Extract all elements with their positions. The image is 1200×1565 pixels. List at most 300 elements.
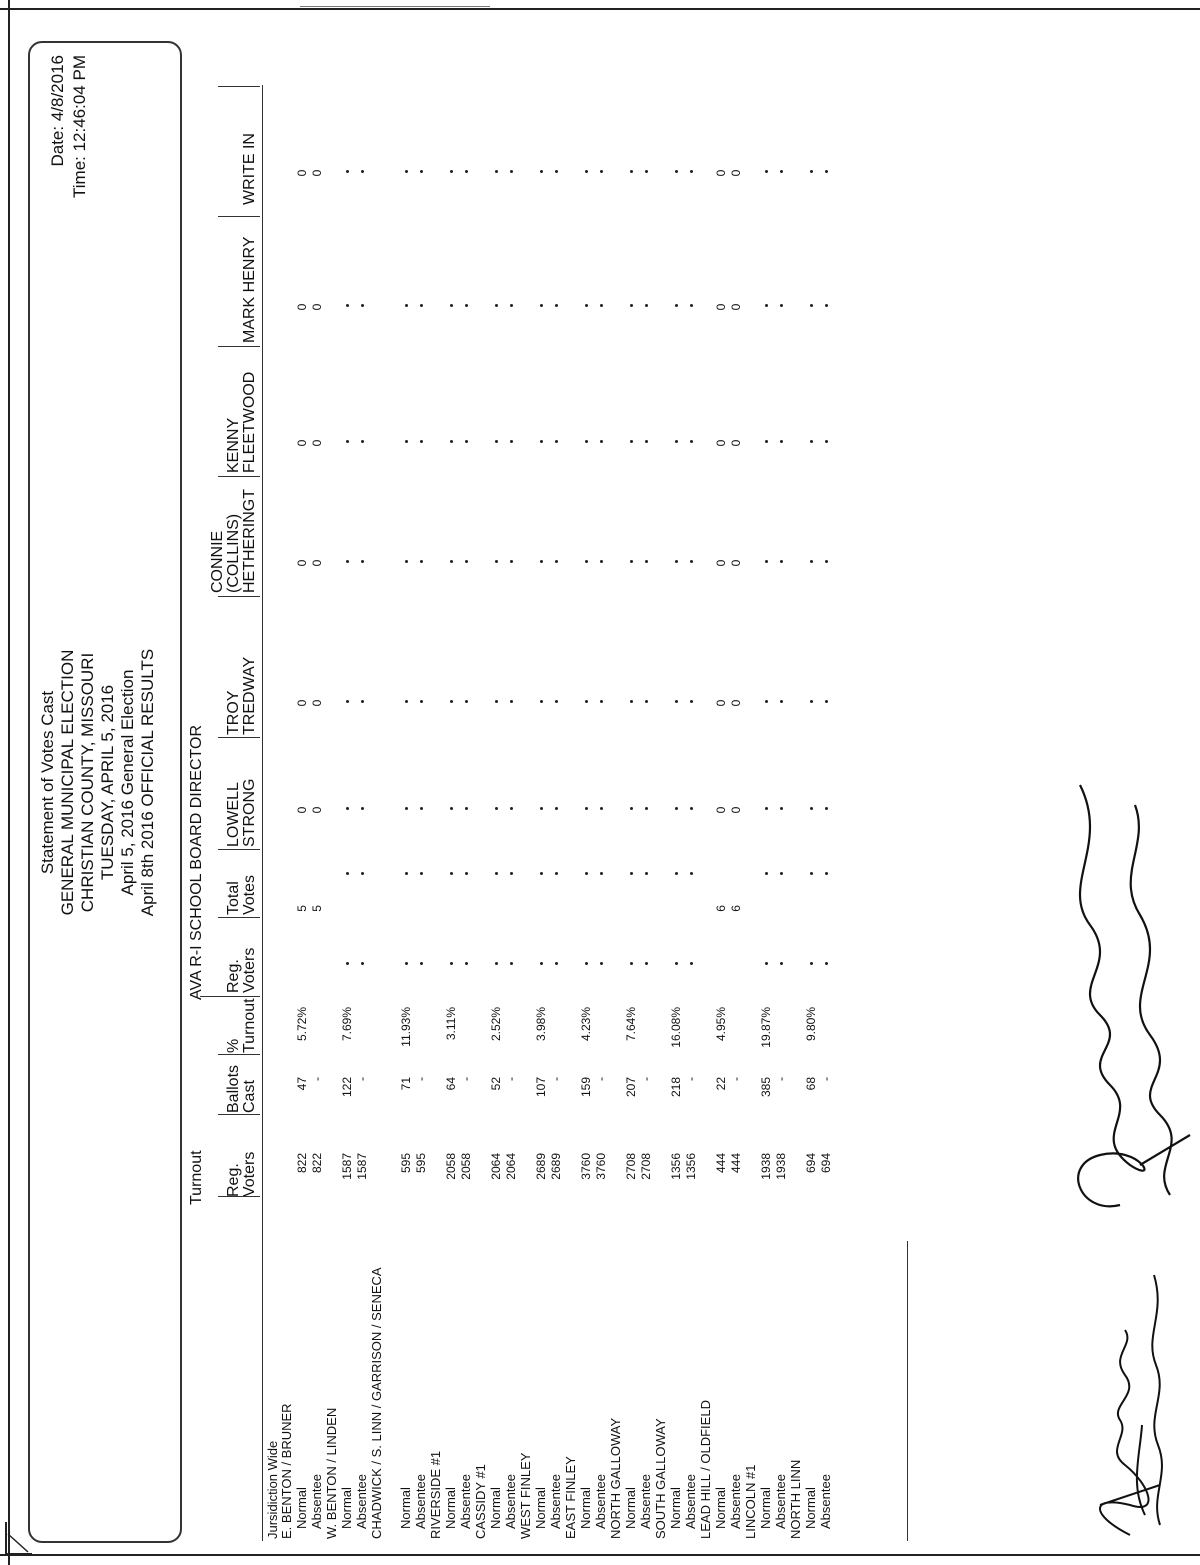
empty-cell-dot <box>585 170 588 173</box>
empty-cell-dot <box>450 560 453 563</box>
empty-cell-dot <box>825 170 828 173</box>
col-reg-voters-line1: Reg. <box>225 1163 242 1197</box>
empty-cell-dot <box>510 304 513 307</box>
empty-cell-dot <box>405 872 408 875</box>
empty-cell-dot <box>495 304 498 307</box>
empty-cell-dot <box>825 440 828 443</box>
absentee-row-label: Absentee <box>458 1474 473 1529</box>
empty-cell-dot <box>346 170 349 173</box>
col-sep <box>218 476 260 477</box>
empty-cell-dot <box>780 560 783 563</box>
precinct-name: RIVERSIDE #1 <box>428 1450 443 1539</box>
ballots-cast-value: - <box>355 1077 369 1081</box>
empty-cell-dot <box>420 962 423 965</box>
col-sep <box>218 346 260 347</box>
normal-row-label: Normal <box>294 1487 309 1529</box>
empty-cell-dot <box>405 962 408 965</box>
reg-voters-value: 694 <box>819 1153 833 1174</box>
empty-cell-dot <box>690 872 693 875</box>
candidate-kenny-fleetwood <box>226 372 258 473</box>
empty-cell-dot <box>540 560 543 563</box>
empty-cell-dot <box>585 700 588 703</box>
ballots-cast-value: - <box>414 1077 428 1081</box>
empty-cell-dot <box>405 560 408 563</box>
precinct-name: CASSIDY #1 <box>473 1464 488 1539</box>
col-sep <box>218 1114 260 1115</box>
candidate-votes-value: 0 <box>729 439 743 447</box>
absentee-row-label: Absentee <box>818 1474 833 1529</box>
reg-voters-value: 2064 <box>489 1153 503 1180</box>
normal-row-label: Normal <box>398 1487 413 1529</box>
precinct-name: WEST FINLEY <box>518 1452 533 1539</box>
empty-cell-dot <box>825 560 828 563</box>
empty-cell-dot <box>361 560 364 563</box>
empty-cell-dot <box>765 440 768 443</box>
col-sep <box>218 596 260 597</box>
empty-cell-dot <box>361 170 364 173</box>
empty-cell-dot <box>765 962 768 965</box>
candidate-4-line2: FLEETWOOD <box>241 371 258 473</box>
candidate-votes-value: 0 <box>295 303 309 311</box>
absentee-row-label: Absentee <box>354 1474 369 1529</box>
turnout-pct-value: 9.80% <box>804 1007 818 1042</box>
empty-cell-dot <box>585 304 588 307</box>
empty-cell-dot <box>495 700 498 703</box>
absentee-row-label: Absentee <box>683 1474 698 1529</box>
precinct-name: NORTH LINN <box>788 1459 803 1539</box>
empty-cell-dot <box>510 807 513 810</box>
candidate-votes-value: 0 <box>295 559 309 567</box>
election-name: GENERAL MUNICIPAL ELECTION <box>58 649 77 916</box>
absentee-row-label: Absentee <box>593 1474 608 1529</box>
empty-cell-dot <box>510 962 513 965</box>
candidate-votes-value: 0 <box>310 699 324 707</box>
empty-cell-dot <box>361 440 364 443</box>
empty-cell-dot <box>510 872 513 875</box>
ballots-cast-value: 207 <box>624 1077 638 1098</box>
precinct-name: NORTH GALLOWAY <box>608 1417 623 1539</box>
ballots-cast-value: 385 <box>759 1077 773 1098</box>
ballots-cast-value: - <box>459 1077 473 1081</box>
candidate-votes-value: 0 <box>729 559 743 567</box>
empty-cell-dot <box>765 560 768 563</box>
candidate-mark-henry <box>242 237 258 343</box>
candidate-3-line3: HETHERINGT <box>241 489 258 593</box>
reg-voters-value: 1356 <box>669 1153 683 1180</box>
empty-cell-dot <box>690 440 693 443</box>
empty-cell-dot <box>346 440 349 443</box>
absentee-row-label: Absentee <box>548 1474 563 1529</box>
absentee-row-label: Absentee <box>728 1474 743 1529</box>
absentee-row-label: Absentee <box>413 1474 428 1529</box>
absentee-row-label: Absentee <box>503 1474 518 1529</box>
empty-cell-dot <box>361 700 364 703</box>
empty-cell-dot <box>675 440 678 443</box>
col-pct-line2: Turnout <box>241 998 258 1053</box>
empty-cell-dot <box>645 440 648 443</box>
col-total-votes <box>226 875 258 915</box>
empty-cell-dot <box>540 304 543 307</box>
turnout-pct-value: 3.98% <box>534 1007 548 1042</box>
absentee-row-label: Absentee <box>773 1474 788 1529</box>
county-name: CHRISTIAN COUNTY, MISSOURI <box>78 652 97 913</box>
empty-cell-dot <box>690 807 693 810</box>
candidate-write-in <box>242 133 258 205</box>
turnout-pct-value: 2.52% <box>489 1007 503 1042</box>
empty-cell-dot <box>780 807 783 810</box>
empty-cell-dot <box>765 872 768 875</box>
ballots-cast-value: - <box>819 1077 833 1081</box>
normal-row-label: Normal <box>758 1487 773 1529</box>
turnout-pct-value: 4.95% <box>714 1007 728 1042</box>
ballots-cast-value: - <box>504 1077 518 1081</box>
empty-cell-dot <box>600 170 603 173</box>
empty-cell-dot <box>585 560 588 563</box>
empty-cell-dot <box>346 304 349 307</box>
candidate-3-line1: CONNIE <box>209 530 226 593</box>
candidate-votes-value: 0 <box>714 303 728 311</box>
empty-cell-dot <box>346 700 349 703</box>
reg-voters-value: 694 <box>804 1153 818 1174</box>
col-ballots-line2: Cast <box>241 1080 258 1113</box>
empty-cell-dot <box>420 304 423 307</box>
empty-cell-dot <box>555 807 558 810</box>
reg-voters-value: 2708 <box>639 1153 653 1180</box>
empty-cell-dot <box>690 304 693 307</box>
empty-cell-dot <box>555 170 558 173</box>
empty-cell-dot <box>675 872 678 875</box>
reg-voters-value: 3760 <box>579 1153 593 1180</box>
candidate-votes-value: 0 <box>729 303 743 311</box>
reg-voters-value: 2689 <box>534 1153 548 1180</box>
empty-cell-dot <box>585 962 588 965</box>
candidate-troy-tredway <box>226 657 258 735</box>
col-contest-reg-voters <box>226 948 258 993</box>
candidate-2-line1: TROY <box>225 690 242 735</box>
empty-cell-dot <box>825 872 828 875</box>
normal-row-label: Normal <box>623 1487 638 1529</box>
precinct-name: CHADWICK / S. LINN / GARRISON / SENECA <box>369 1267 384 1539</box>
empty-cell-dot <box>600 700 603 703</box>
empty-cell-dot <box>495 560 498 563</box>
reg-voters-value: 2689 <box>549 1153 563 1180</box>
turnout-pct-value: 7.69% <box>340 1007 354 1042</box>
reg-voters-value: 444 <box>729 1153 743 1174</box>
candidate-lowell-strong <box>226 779 258 847</box>
normal-row-label: Normal <box>578 1487 593 1529</box>
empty-cell-dot <box>420 440 423 443</box>
total-votes-value: 6 <box>714 905 728 912</box>
turnout-pct-value: 5.72% <box>295 1007 309 1042</box>
lead-hill-underline <box>907 1241 908 1541</box>
empty-cell-dot <box>645 560 648 563</box>
empty-cell-dot <box>780 700 783 703</box>
turnout-section-title: Turnout <box>188 1150 205 1205</box>
ballots-cast-value: - <box>310 1077 324 1081</box>
ballots-cast-value: 218 <box>669 1077 683 1098</box>
empty-cell-dot <box>450 440 453 443</box>
empty-cell-dot <box>420 872 423 875</box>
empty-cell-dot <box>630 700 633 703</box>
empty-cell-dot <box>450 962 453 965</box>
empty-cell-dot <box>600 807 603 810</box>
turnout-pct-value: 7.64% <box>624 1007 638 1042</box>
empty-cell-dot <box>645 170 648 173</box>
reg-voters-value: 595 <box>414 1153 428 1174</box>
empty-cell-dot <box>810 440 813 443</box>
empty-cell-dot <box>346 872 349 875</box>
candidate-votes-value: 0 <box>714 169 728 177</box>
reg-voters-value: 444 <box>714 1153 728 1174</box>
candidate-votes-value: 0 <box>310 303 324 311</box>
col-sep <box>218 216 260 217</box>
ballots-cast-value: 52 <box>489 1077 503 1091</box>
col-pct-turnout <box>226 998 258 1053</box>
ballots-cast-value: 68 <box>804 1077 818 1091</box>
empty-cell-dot <box>810 304 813 307</box>
ballots-cast-value: - <box>594 1077 608 1081</box>
candidate-votes-value: 0 <box>295 169 309 177</box>
empty-cell-dot <box>825 700 828 703</box>
empty-cell-dot <box>690 962 693 965</box>
empty-cell-dot <box>540 807 543 810</box>
candidate-5-line1: MARK HENRY <box>241 236 258 343</box>
ballots-cast-value: 107 <box>534 1077 548 1098</box>
candidate-votes-value: 0 <box>714 439 728 447</box>
col-pct-line1: % <box>225 1038 242 1053</box>
empty-cell-dot <box>810 872 813 875</box>
reg-voters-value: 2708 <box>624 1153 638 1180</box>
candidate-votes-value: 0 <box>295 699 309 707</box>
empty-cell-dot <box>495 170 498 173</box>
empty-cell-dot <box>540 700 543 703</box>
report-title: Statement of Votes Cast <box>38 690 57 875</box>
ballots-cast-value: 71 <box>399 1077 413 1091</box>
reg-voters-value: 822 <box>295 1153 309 1174</box>
reg-voters-value: 1587 <box>355 1153 369 1180</box>
ballots-cast-value: 47 <box>295 1077 309 1091</box>
candidate-votes-value: 0 <box>729 699 743 707</box>
empty-cell-dot <box>630 962 633 965</box>
empty-cell-dot <box>630 304 633 307</box>
total-votes-value: 6 <box>729 905 743 912</box>
empty-cell-dot <box>405 170 408 173</box>
empty-cell-dot <box>600 560 603 563</box>
reg-voters-value: 822 <box>310 1153 324 1174</box>
contest-title: AVA R-I SCHOOL BOARD DIRECTOR <box>188 724 205 1000</box>
normal-row-label: Normal <box>488 1487 503 1529</box>
candidate-1-line2: STRONG <box>241 778 258 847</box>
empty-cell-dot <box>810 560 813 563</box>
empty-cell-dot <box>420 807 423 810</box>
col-reg-voters <box>226 1152 258 1197</box>
reg-voters-value: 595 <box>399 1153 413 1174</box>
candidate-votes-value: 0 <box>729 806 743 814</box>
empty-cell-dot <box>765 304 768 307</box>
empty-cell-dot <box>630 807 633 810</box>
empty-cell-dot <box>810 700 813 703</box>
empty-cell-dot <box>510 560 513 563</box>
report-date: Date: 4/8/2016 <box>48 55 67 167</box>
col-ballots-line1: Ballots <box>225 1064 242 1113</box>
empty-cell-dot <box>630 440 633 443</box>
turnout-pct-value: 11.93% <box>399 1007 413 1047</box>
empty-cell-dot <box>540 170 543 173</box>
empty-cell-dot <box>675 170 678 173</box>
empty-cell-dot <box>675 560 678 563</box>
candidate-votes-value: 0 <box>714 806 728 814</box>
candidate-connie-hetherington <box>210 489 258 593</box>
jurisdiction-wide-label: Jursidiction Wide <box>265 1440 280 1539</box>
signature-clerk-1 <box>1070 1245 1180 1545</box>
ballots-cast-value: 22 <box>714 1077 728 1091</box>
empty-cell-dot <box>690 700 693 703</box>
ballots-cast-value: 64 <box>444 1077 458 1091</box>
empty-cell-dot <box>465 560 468 563</box>
empty-cell-dot <box>510 700 513 703</box>
empty-cell-dot <box>495 807 498 810</box>
ballots-cast-value: - <box>684 1077 698 1081</box>
empty-cell-dot <box>540 872 543 875</box>
empty-cell-dot <box>555 440 558 443</box>
empty-cell-dot <box>465 170 468 173</box>
reg-voters-value: 3760 <box>594 1153 608 1180</box>
empty-cell-dot <box>600 962 603 965</box>
empty-cell-dot <box>465 304 468 307</box>
reg-voters-value: 2064 <box>504 1153 518 1180</box>
empty-cell-dot <box>346 807 349 810</box>
report-time: Time: 12:46:04 PM <box>70 55 89 198</box>
col-ballots-cast <box>226 1065 258 1113</box>
empty-cell-dot <box>450 170 453 173</box>
empty-cell-dot <box>495 962 498 965</box>
empty-cell-dot <box>780 440 783 443</box>
col-sep <box>218 917 260 918</box>
turnout-pct-value: 3.11% <box>444 1007 458 1041</box>
candidate-6-line1: WRITE IN <box>241 133 258 205</box>
empty-cell-dot <box>361 304 364 307</box>
empty-cell-dot <box>420 560 423 563</box>
empty-cell-dot <box>405 304 408 307</box>
precinct-name: LEAD HILL / OLDFIELD <box>698 1400 713 1539</box>
candidate-votes-value: 0 <box>714 699 728 707</box>
empty-cell-dot <box>825 807 828 810</box>
empty-cell-dot <box>585 440 588 443</box>
precinct-name: E. BENTON / BRUNER <box>279 1403 294 1539</box>
empty-cell-dot <box>361 962 364 965</box>
header-rule <box>262 85 263 1541</box>
reg-voters-value: 1356 <box>684 1153 698 1180</box>
empty-cell-dot <box>600 440 603 443</box>
empty-cell-dot <box>555 560 558 563</box>
reg-voters-value: 1938 <box>774 1153 788 1180</box>
empty-cell-dot <box>600 304 603 307</box>
reg-voters-value: 1938 <box>759 1153 773 1180</box>
empty-cell-dot <box>780 872 783 875</box>
empty-cell-dot <box>675 304 678 307</box>
normal-row-label: Normal <box>713 1487 728 1529</box>
empty-cell-dot <box>465 872 468 875</box>
reg-voters-value: 2058 <box>459 1153 473 1180</box>
empty-cell-dot <box>765 700 768 703</box>
empty-cell-dot <box>346 560 349 563</box>
empty-cell-dot <box>495 440 498 443</box>
candidate-votes-value: 0 <box>714 559 728 567</box>
reg-voters-value: 1587 <box>340 1153 354 1180</box>
candidate-1-line1: LOWELL <box>225 782 242 847</box>
col-contest-reg-line1: Reg. <box>225 959 242 993</box>
empty-cell-dot <box>810 807 813 810</box>
precinct-name: EAST FINLEY <box>563 1456 578 1539</box>
election-date: TUESDAY, APRIL 5, 2016 <box>98 684 117 881</box>
signature-official-1 <box>1040 765 1200 1225</box>
empty-cell-dot <box>450 807 453 810</box>
absentee-row-label: Absentee <box>638 1474 653 1529</box>
empty-cell-dot <box>361 872 364 875</box>
empty-cell-dot <box>361 807 364 810</box>
empty-cell-dot <box>630 872 633 875</box>
empty-cell-dot <box>675 700 678 703</box>
empty-cell-dot <box>810 170 813 173</box>
empty-cell-dot <box>645 700 648 703</box>
empty-cell-dot <box>465 700 468 703</box>
ballots-cast-value: - <box>729 1077 743 1081</box>
empty-cell-dot <box>420 170 423 173</box>
normal-row-label: Normal <box>803 1487 818 1529</box>
candidate-2-line2: TREDWAY <box>241 656 258 735</box>
empty-cell-dot <box>675 807 678 810</box>
candidate-votes-value: 0 <box>729 169 743 177</box>
col-sep <box>218 86 260 87</box>
normal-row-label: Normal <box>668 1487 683 1529</box>
empty-cell-dot <box>585 807 588 810</box>
col-reg-voters-line2: Voters <box>241 1151 258 1197</box>
candidate-votes-value: 0 <box>310 439 324 447</box>
empty-cell-dot <box>555 304 558 307</box>
turnout-pct-value: 19.87% <box>759 1007 773 1048</box>
col-total-line1: Total <box>225 881 242 915</box>
empty-cell-dot <box>645 304 648 307</box>
empty-cell-dot <box>495 872 498 875</box>
empty-cell-dot <box>825 962 828 965</box>
candidate-votes-value: 0 <box>310 559 324 567</box>
empty-cell-dot <box>555 700 558 703</box>
col-contest-reg-line2: Voters <box>241 947 258 993</box>
empty-cell-dot <box>645 872 648 875</box>
empty-cell-dot <box>555 872 558 875</box>
empty-cell-dot <box>780 170 783 173</box>
col-sep <box>218 1196 260 1197</box>
ballots-cast-value: 159 <box>579 1077 593 1098</box>
reg-voters-value: 2058 <box>444 1153 458 1180</box>
col-sep <box>200 996 260 997</box>
results-status: April 8th 2016 OFFICIAL RESULTS <box>138 648 157 917</box>
empty-cell-dot <box>405 807 408 810</box>
col-sep <box>218 849 260 850</box>
ballots-cast-value: - <box>639 1077 653 1081</box>
empty-cell-dot <box>510 170 513 173</box>
empty-cell-dot <box>690 560 693 563</box>
empty-cell-dot <box>555 962 558 965</box>
candidate-votes-value: 0 <box>295 439 309 447</box>
total-votes-value: 5 <box>295 905 309 912</box>
empty-cell-dot <box>585 872 588 875</box>
turnout-pct-value: 4.23% <box>579 1007 593 1042</box>
empty-cell-dot <box>765 807 768 810</box>
empty-cell-dot <box>450 700 453 703</box>
candidate-votes-value: 0 <box>295 806 309 814</box>
total-votes-value: 5 <box>310 905 324 912</box>
